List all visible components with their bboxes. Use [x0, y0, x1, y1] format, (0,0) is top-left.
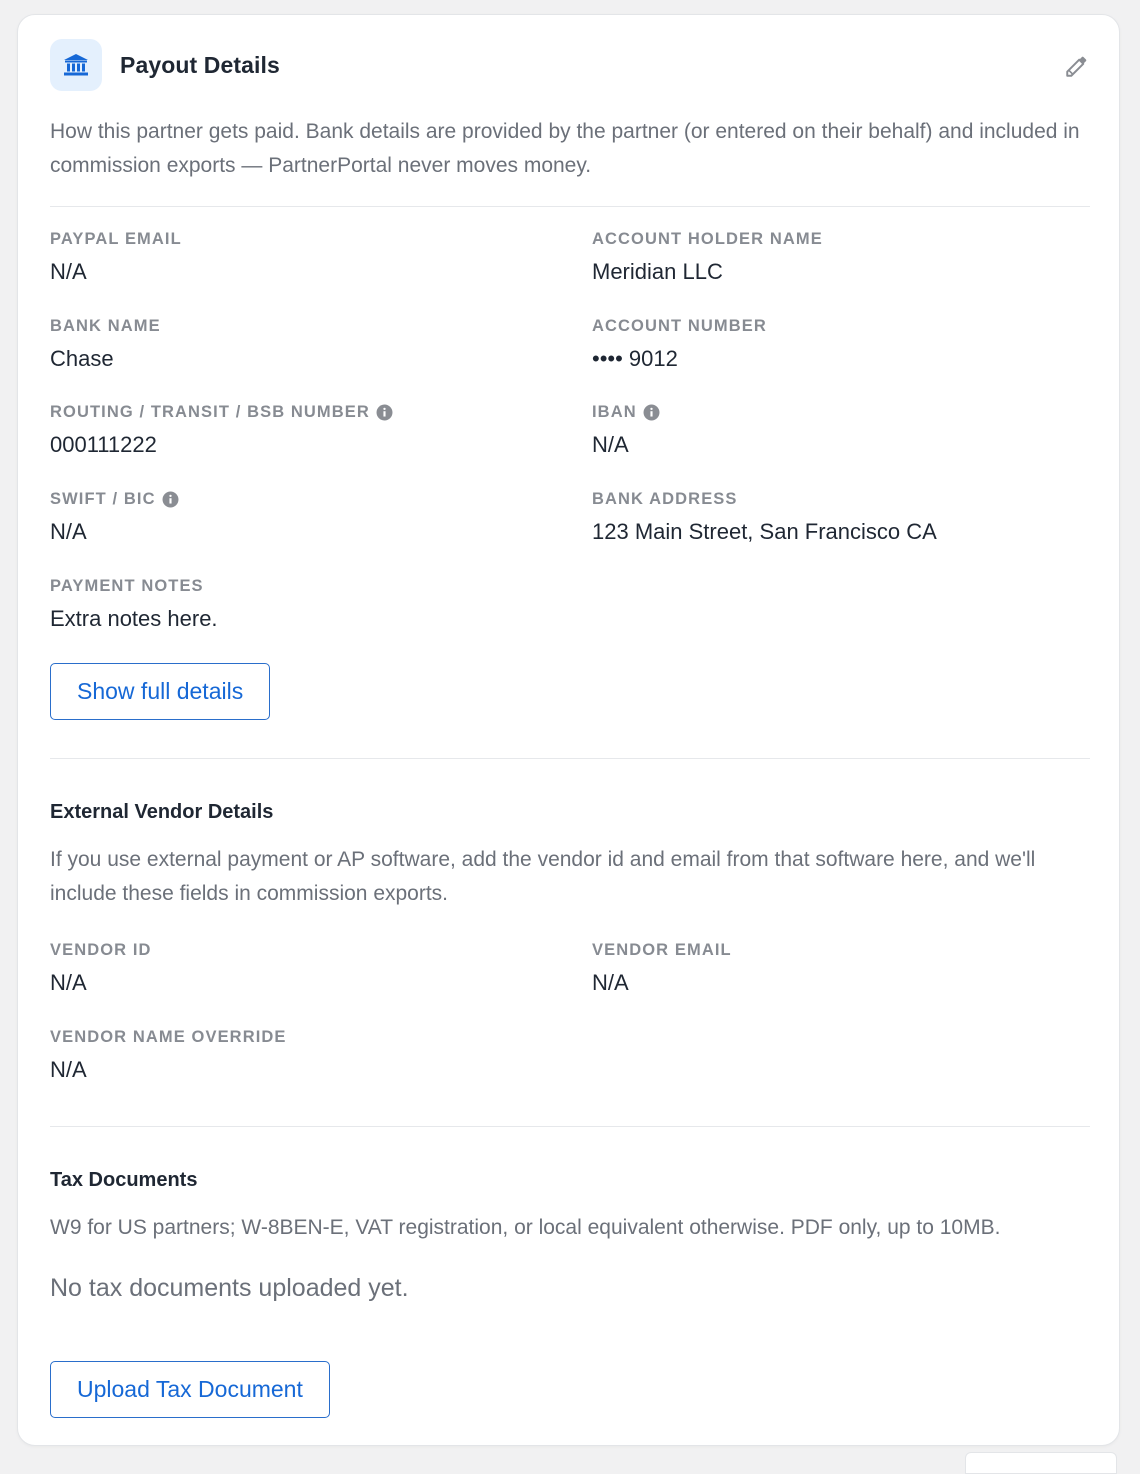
- field-account-holder-name: [592, 227, 1092, 285]
- field-label: ACCOUNT HOLDER NAME: [592, 229, 823, 248]
- field-label: SWIFT / BIC: [50, 489, 156, 508]
- field-label: BANK NAME: [50, 316, 161, 335]
- payout-details-card: [17, 14, 1120, 1446]
- upload-tax-document-button[interactable]: Upload Tax Document: [50, 1361, 330, 1418]
- divider: [50, 206, 1090, 207]
- field-value: N/A: [50, 1057, 87, 1082]
- field-swift-bic: [50, 487, 550, 545]
- field-label: ACCOUNT NUMBER: [592, 316, 767, 335]
- field-vendor-name-override: [50, 1025, 550, 1083]
- field-value: N/A: [50, 259, 87, 284]
- field-value: N/A: [592, 432, 629, 457]
- field-value: N/A: [50, 519, 87, 544]
- edit-button[interactable]: [1062, 51, 1092, 81]
- card-header: [50, 39, 1090, 91]
- field-bank-address: [592, 487, 1092, 545]
- vendor-section-title: External Vendor Details: [50, 801, 274, 823]
- card-title: Payout Details: [120, 52, 280, 78]
- field-iban: [592, 400, 1092, 458]
- field-label: PAYMENT NOTES: [50, 576, 204, 595]
- field-value: N/A: [592, 970, 629, 995]
- field-label-row: [50, 400, 550, 424]
- pencil-icon: [1064, 53, 1090, 79]
- field-vendor-id: [50, 938, 550, 996]
- info-icon[interactable]: [643, 404, 660, 421]
- info-icon[interactable]: [376, 404, 393, 421]
- field-value: Chase: [50, 346, 114, 371]
- field-label: BANK ADDRESS: [592, 489, 738, 508]
- field-routing-number: [50, 400, 550, 458]
- field-value: N/A: [50, 970, 87, 995]
- show-full-details-button[interactable]: Show full details: [50, 663, 270, 720]
- field-label: VENDOR NAME OVERRIDE: [50, 1027, 287, 1046]
- tax-empty-state: No tax documents uploaded yet.: [50, 1274, 409, 1302]
- info-icon[interactable]: [162, 491, 179, 508]
- field-label: PAYPAL EMAIL: [50, 229, 182, 248]
- vendor-description: If you use external payment or AP software, add the vendor id and email from that software here, and we'll include these fields in commission exports.: [50, 848, 1036, 905]
- partial-element: [965, 1452, 1117, 1474]
- bank-icon: [50, 39, 102, 91]
- field-value: Meridian LLC: [592, 259, 723, 284]
- payout-description: How this partner gets paid. Bank details are provided by the partner (or entered on their behalf) and included in commission exports — PartnerPortal never moves money.: [50, 120, 1080, 177]
- field-value: 000111222: [50, 432, 157, 457]
- field-bank-name: [50, 314, 550, 372]
- field-payment-notes: [50, 574, 550, 632]
- field-value: •••• 9012: [592, 346, 678, 371]
- field-value: 123 Main Street, San Francisco CA: [592, 519, 937, 544]
- field-account-number: [592, 314, 1092, 372]
- field-label: VENDOR EMAIL: [592, 940, 732, 959]
- tax-description: W9 for US partners; W-8BEN-E, VAT registration, or local equivalent otherwise. PDF only, up to 10MB.: [50, 1216, 1001, 1239]
- field-label-row: [592, 400, 1092, 424]
- field-label-row: [50, 487, 550, 511]
- field-label: VENDOR ID: [50, 940, 152, 959]
- field-label: IBAN: [592, 402, 637, 421]
- field-vendor-email: [592, 938, 1092, 996]
- field-label: ROUTING / TRANSIT / BSB NUMBER: [50, 402, 370, 421]
- field-value: Extra notes here.: [50, 606, 218, 631]
- divider: [50, 758, 1090, 759]
- field-paypal-email: [50, 227, 550, 285]
- tax-section-title: Tax Documents: [50, 1169, 198, 1191]
- divider: [50, 1126, 1090, 1127]
